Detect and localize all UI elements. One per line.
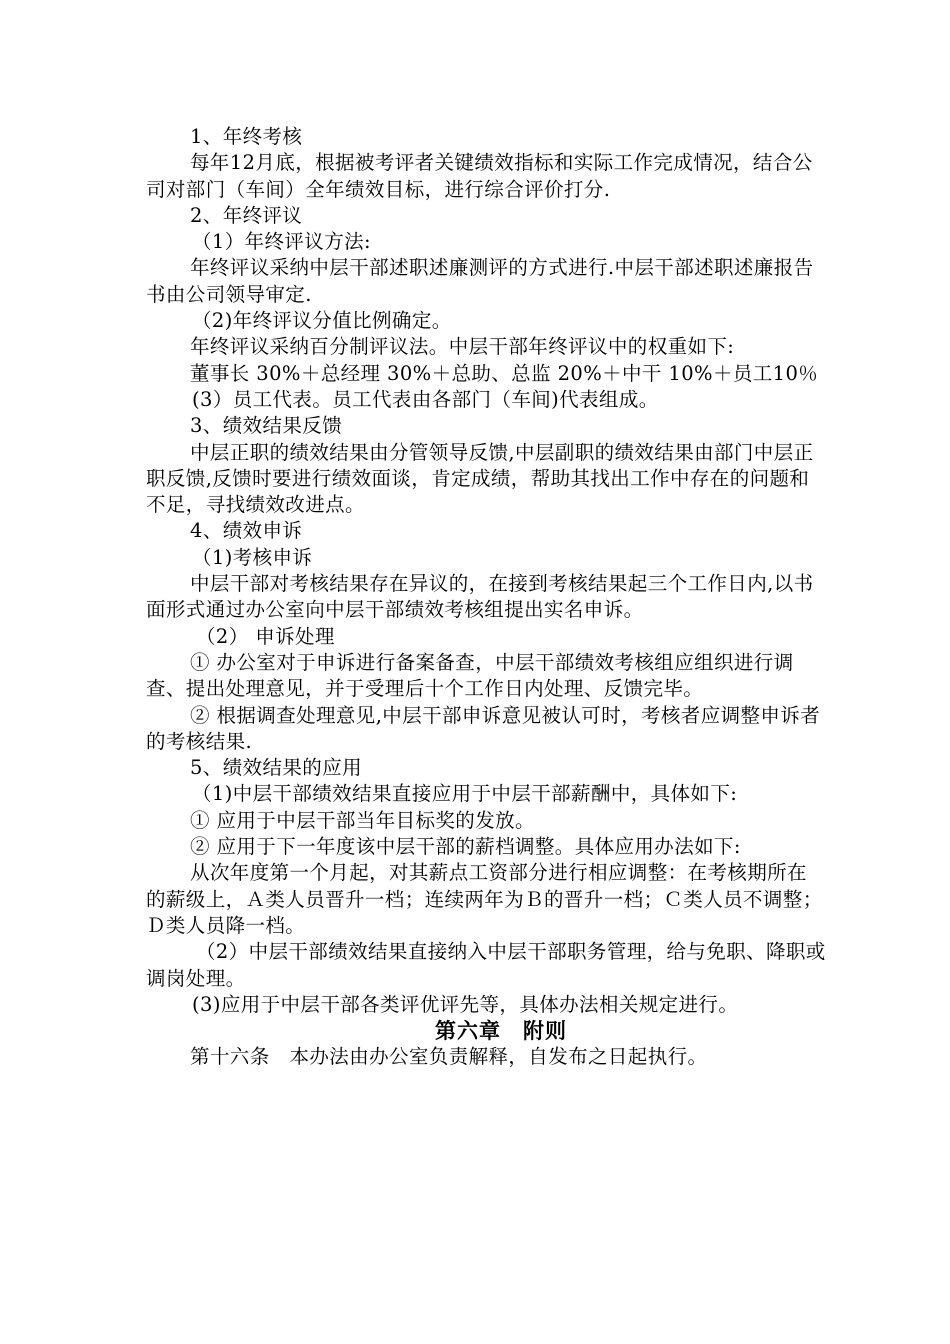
section-heading-feedback: 3、绩效结果反馈 xyxy=(190,414,343,438)
paragraph: 每年12月底，根据被考评者关键绩效指标和实际工作完成情况，结合公司对部门（车间）全年绩效目标，进行综合评价打分. xyxy=(146,151,813,201)
chapter-heading: 第六章 附则 xyxy=(435,1018,567,1044)
section-heading-year-end-assessment: 1、年终考核 xyxy=(190,125,303,148)
list-item: ① 应用于中层干部当年目标奖的发放。 xyxy=(190,808,535,832)
list-item: ② 应用于下一年度该中层干部的薪档调整。具体应用办法如下: xyxy=(190,835,741,859)
subsection-heading: （2）中层干部绩效结果直接纳入中层干部职务管理，给与免职、降职或调岗处理。 xyxy=(146,940,826,990)
list-item: ② 根据调查处理意见,中层干部申诉意见被认可时，考核者应调整申诉者的考核结果. xyxy=(146,703,821,753)
list-item: ① 办公室对于申诉进行备案备查，中层干部绩效考核组应组织进行调查、提出处理意见，并于受理后十个工作日内处理、反馈完毕。 xyxy=(146,650,794,701)
subsection-heading: （1)中层干部绩效结果直接应用于中层干部薪酬中，具体如下: xyxy=(192,782,738,806)
paragraph: 年终评议采纳中层干部述职述廉测评的方式进行.中层干部述职述廉报告书由公司领导审定. xyxy=(146,256,814,306)
subsection-heading: （2)年终评议分值比例确定。 xyxy=(192,309,452,333)
subsection-heading: （1)考核申诉 xyxy=(192,545,313,569)
paragraph: 年终评议采纳百分制评议法。中层干部年终评议中的权重如下: xyxy=(190,335,735,359)
subsection-heading: （1）年终评议方法: xyxy=(192,230,371,254)
section-heading-year-end-review: 2、年终评议 xyxy=(190,203,303,227)
paragraph: 中层干部对考核结果存在异议的，在接到考核结果起三个工作日内,以书面形式通过办公室向中层干部绩效考核组提出实名申诉。 xyxy=(146,572,814,622)
paragraph-weights: 董事长 30%＋总经理 30%＋总助、总监 20%＋中干 10%＋员工10％ xyxy=(190,361,819,385)
paragraph: 中层正职的绩效结果由分管领导反馈,中层副职的绩效结果由部门中层正职反馈,反馈时要进行绩效面谈，肯定成绩，帮助其找出工作中存在的问题和不足，寻找绩效改进点。 xyxy=(146,440,814,517)
document-body xyxy=(146,124,826,1070)
section-heading-appeal: 4、绩效申诉 xyxy=(190,519,303,543)
subsection-heading: (3)应用于中层干部各类评优评先等，具体办法相关规定进行。 xyxy=(192,992,739,1016)
final-paragraph: 第十六条 本办法由办公室负责解释，自发布之日起执行。 xyxy=(190,1045,708,1069)
subsection-heading: （2） 申诉处理 xyxy=(196,624,335,648)
paragraph: 从次年度第一个月起，对其薪点工资部分进行相应调整：在考核期所在的薪级上，Ａ类人员晋升一档；连续两年为Ｂ的晋升一档；Ｃ类人员不调整；Ｄ类人员降一档。 xyxy=(146,861,823,937)
subsection-heading: (3）员工代表。员工代表由各部门（车间)代表组成。 xyxy=(192,387,659,411)
section-heading-application: 5、绩效结果的应用 xyxy=(190,756,363,780)
